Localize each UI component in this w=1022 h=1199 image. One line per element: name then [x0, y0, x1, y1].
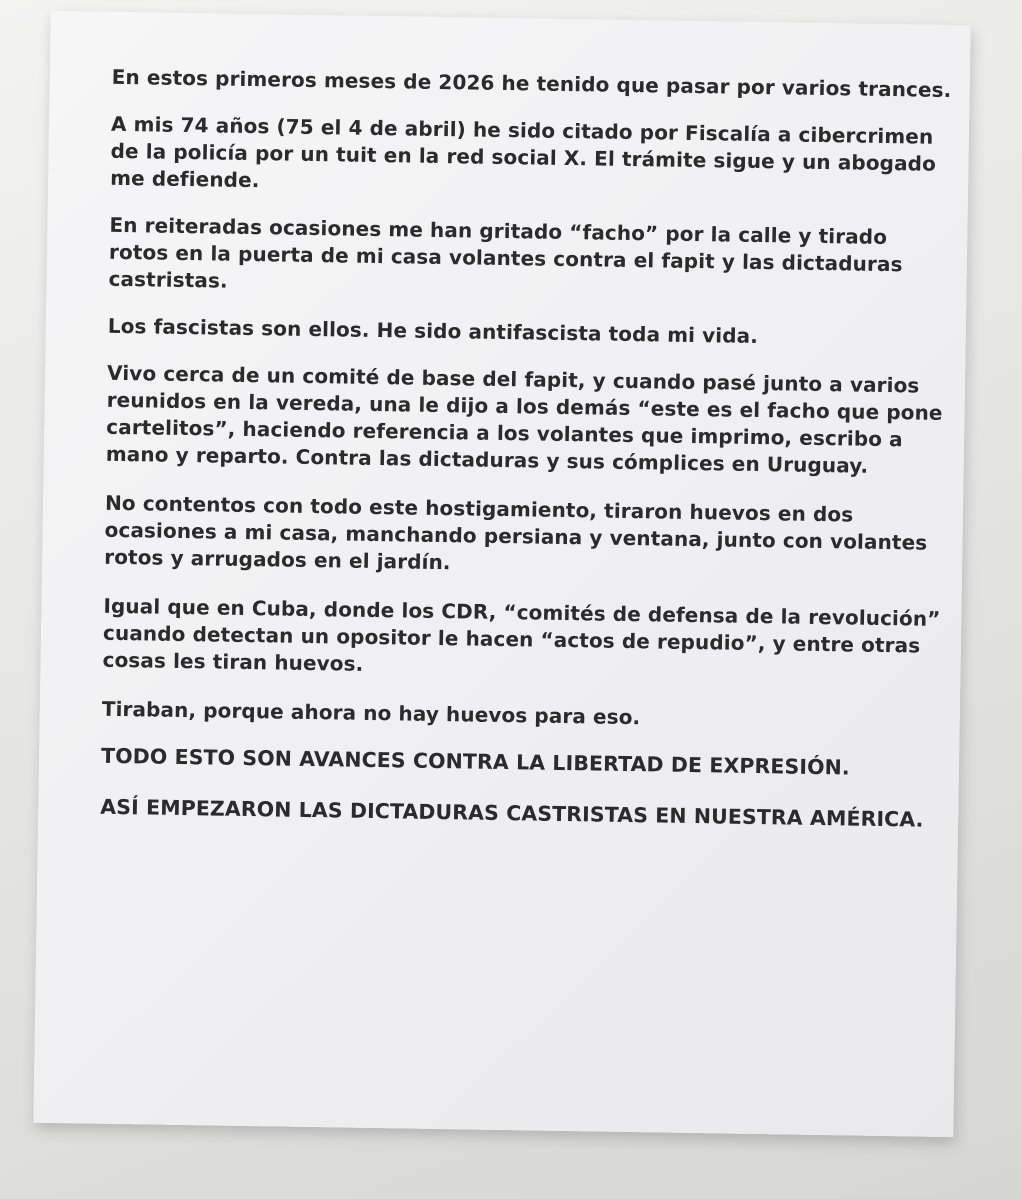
printed-sheet [33, 11, 970, 1137]
paragraph-fascistas: Los fascistas son ellos. He sido antifascista toda mi vida. [107, 313, 759, 348]
paragraph-cuba: Igual que en Cuba, donde los CDR, “comités de defensa de la revolución” cuando detectan un opositor le hacen “actos de repudio”, y entre otras cosas les tiran huevos. [102, 593, 941, 676]
paragraph-libertad: TODO ESTO SON AVANCES CONTRA LA LIBERTAD DE EXPRESIÓN. [100, 743, 850, 780]
paragraph-tiraban: Tiraban, porque ahora no hay huevos para eso. [101, 696, 641, 730]
paragraph-intro: En estos primeros meses de 2026 he tenido que pasar por varios trances. [111, 64, 952, 102]
document-body [100, 64, 952, 858]
paragraph-fiscalia: A mis 74 años (75 el 4 de abril) he sido citado por Fiscalía a cibercrimen de la policía por un tuit en la red social X. El trámite sigue y un abogado me defiende. [109, 111, 937, 193]
paragraph-huevos: No contentos con todo este hostigamiento, tiraron huevos en dos ocasiones a mi casa, manchando persiana y ventana, junto con volantes rotos y arrugados en el jardín. [104, 490, 928, 575]
paragraph-dictaduras: ASÍ EMPEZARON LAS DICTADURAS CASTRISTAS EN NUESTRA AMÉRICA. [100, 794, 924, 832]
paragraph-comite: Vivo cerca de un comité de base del fapit, y cuando pasé junto a varios reunidos en la vereda, una le dijo a los demás “este es el facho que pone cartelitos”, haciendo referencia a los volantes que imprimo, escribo a mano y reparto. Contra las dictaduras y sus cómplices en Uruguay. [105, 360, 943, 478]
paragraph-facho: En reiteradas ocasiones me han gritado “facho” por la calle y tirado rotos en la puerta de mi casa volantes contra el fapit y las dictaduras castristas. [108, 212, 903, 293]
